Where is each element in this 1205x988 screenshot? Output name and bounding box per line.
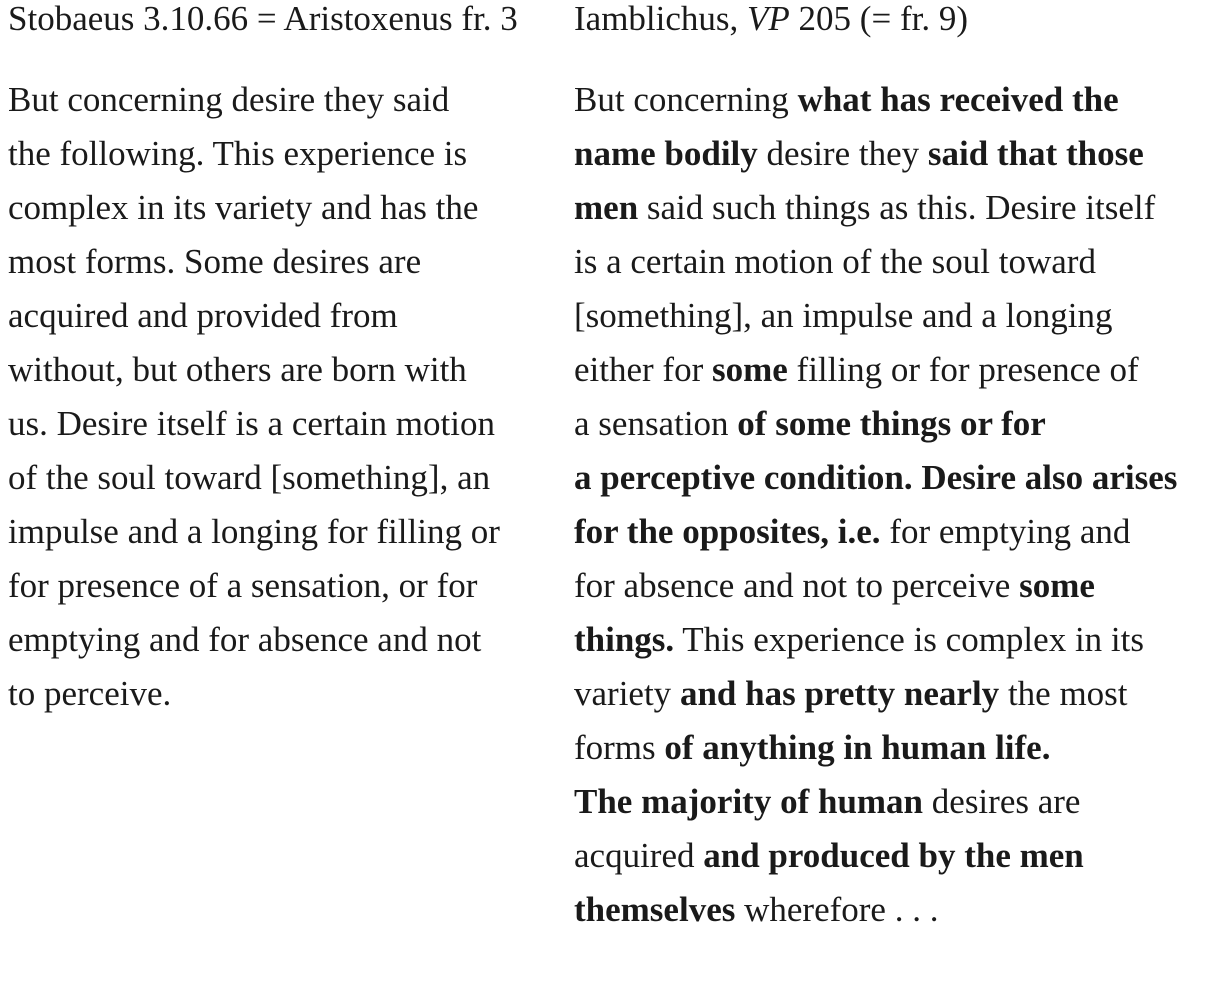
left-column-text <box>8 73 528 721</box>
left-line: the following. This experience is <box>8 134 468 173</box>
left-line: of the soul toward [something], an <box>8 458 491 497</box>
heading-work-title: VP <box>747 0 790 38</box>
text-segment: But concerning <box>574 80 798 119</box>
text-segment: for emptying and <box>880 512 1131 551</box>
bold-segment: men <box>574 188 639 227</box>
bold-segment: and produced by the men <box>703 836 1084 875</box>
right-line <box>574 667 1205 721</box>
right-line <box>574 73 1205 127</box>
left-line: for presence of a sensation, or for <box>8 566 478 605</box>
right-line <box>574 397 1205 451</box>
bold-segment: themselves <box>574 890 736 929</box>
bold-segment: of some things or for <box>737 404 1046 443</box>
left-line: without, but others are born with <box>8 350 467 389</box>
text-segment: wherefore . . . <box>735 890 939 929</box>
text-segment: forms <box>574 728 665 767</box>
right-line <box>574 829 1205 883</box>
text-segment: said such things as this. Desire itself <box>638 188 1156 227</box>
right-column-heading <box>574 0 1205 46</box>
text-segment: either for <box>574 350 712 389</box>
bold-segment: what has received the <box>797 80 1119 119</box>
left-line: emptying and for absence and not <box>8 620 482 659</box>
left-column <box>8 0 528 721</box>
text-segment: This experience is complex in its <box>674 620 1144 659</box>
bold-segment: of anything in human life. <box>664 728 1051 767</box>
text-segment: [something], an impulse and a longing <box>574 296 1113 335</box>
text-segment: is a certain motion of the soul toward <box>574 242 1096 281</box>
right-line <box>574 613 1205 667</box>
right-line <box>574 343 1205 397</box>
text-segment: the most <box>999 674 1128 713</box>
left-line: acquired and provided from <box>8 296 398 335</box>
text-segment: filling or for presence of <box>787 350 1139 389</box>
bold-segment: name bodily <box>574 134 758 173</box>
right-line <box>574 775 1205 829</box>
bold-segment: some <box>1019 566 1095 605</box>
bold-segment: said that those <box>927 134 1144 173</box>
right-line <box>574 289 1205 343</box>
right-column <box>574 0 1205 937</box>
left-line: to perceive. <box>8 674 172 713</box>
text-segment: variety <box>574 674 680 713</box>
bold-segment: some <box>711 350 788 389</box>
right-line <box>574 235 1205 289</box>
left-line: complex in its variety and has the <box>8 188 479 227</box>
bold-segment: a perceptive condition. Desire also arises <box>574 458 1178 497</box>
left-line: But concerning desire they said <box>8 80 450 119</box>
text-segment: desires are <box>923 782 1081 821</box>
left-column-heading: Stobaeus 3.10.66 = Aristoxenus fr. 3 <box>8 0 518 38</box>
right-column-text <box>574 73 1205 937</box>
right-line <box>574 505 1205 559</box>
right-line <box>574 883 1205 937</box>
text-segment: for absence and not to perceive <box>574 566 1020 605</box>
heading-author: Iamblichus, <box>574 0 748 38</box>
right-line <box>574 127 1205 181</box>
right-line <box>574 181 1205 235</box>
bold-segment: and has pretty nearly <box>679 674 1000 713</box>
heading-reference: 205 (= fr. 9) <box>789 0 968 38</box>
text-segment: acquired <box>574 836 704 875</box>
left-line: us. Desire itself is a certain motion <box>8 404 495 443</box>
left-line: impulse and a longing for filling or <box>8 512 500 551</box>
bold-segment: The majority of human <box>574 782 924 821</box>
left-line: most forms. Some desires are <box>8 242 422 281</box>
text-segment: desire they <box>757 134 928 173</box>
bold-segment: things. <box>574 620 675 659</box>
right-line <box>574 721 1205 775</box>
text-segment: a sensation <box>574 404 738 443</box>
bold-segment: for the opposites, i.e. <box>574 512 881 551</box>
right-line <box>574 559 1205 613</box>
right-line <box>574 451 1205 505</box>
